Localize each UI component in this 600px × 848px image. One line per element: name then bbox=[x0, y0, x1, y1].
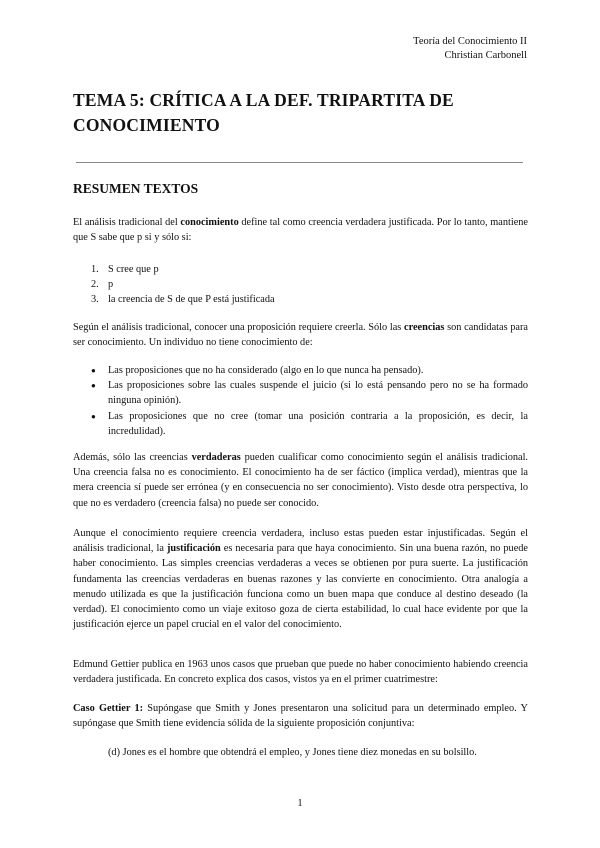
conditions-list bbox=[91, 262, 275, 308]
term-conocimiento: conocimiento bbox=[180, 217, 239, 228]
section-heading: RESUMEN TEXTOS bbox=[73, 181, 199, 196]
paragraph-justification: Aunque el conocimiento requiere creencia verdadera, incluso estas pueden estar injustificadas. Según el análisis tradicional, la justificación es necesaria para que haya conocimiento. Sin una buena razón, no puede haber conocimiento. Las simples creencias verdaderas a veces se obtienen por pura suerte. La justificación fundamenta las creencias verdaderas en buenas razones y las convierte en conocimiento. Otra analogía a menudo utilizada es que la justificación funciona como un buen mapa que conduce al destino deseado (la verdad). El conocimiento como un viaje exitoso goza de cierta estabilidad, lo cual hace evidente por que la justificación ejerce un papel crucial en el valor del conocimiento. bbox=[73, 528, 528, 631]
non-knowledge-list bbox=[91, 363, 528, 439]
list-item: 1. S cree que p bbox=[91, 264, 159, 275]
list-item: 3. la creencia de S de que P está justificada bbox=[91, 294, 275, 306]
term-creencias: creencias bbox=[404, 322, 445, 333]
proposition-d: (d) Jones es el hombre que obtendrá el empleo, y Jones tiene diez monedas en su bolsillo. bbox=[108, 747, 477, 758]
bullet-icon: ● bbox=[91, 366, 96, 375]
paragraph-truth: Además, sólo las creencias verdaderas pueden cualificar como conocimiento según el análisis tradicional. Una creencia falsa no es conocimiento. El conocimiento ha de ser fáctico (implica verdad), mientras que la mera creencia sí puede ser errónea (y en consecuencia no ser conocimiento). Visto desde otra perspectiva, lo que no es verdadero (creencia falsa) no puede ser conocido. bbox=[73, 452, 528, 509]
bullet-icon: ● bbox=[91, 411, 96, 421]
list-item: 2. p bbox=[91, 279, 114, 291]
title-divider bbox=[76, 162, 523, 163]
paragraph-case-1: Caso Gettier 1: Supóngase que Smith y Jones presentaron una solicitud para un determinado empleo. Y supóngase que Smith tiene evidencia sólida de la siguiente proposición conjuntiva: bbox=[73, 703, 528, 730]
header-course: Teoría del Conocimiento II bbox=[413, 36, 527, 47]
case-label: Caso Gettier 1: bbox=[73, 703, 144, 714]
paragraph-intro: El análisis tradicional del conocimiento define tal como creencia verdadera justificada. Por lo tanto, mantiene que S sabe que p si y sólo si: bbox=[73, 217, 528, 244]
page-header bbox=[413, 35, 527, 63]
document-title: TEMA 5: CRÍTICA A LA DEF. TRIPARTITA DE CONOCIMIENTO bbox=[73, 90, 454, 135]
list-item: ● Las proposiciones sobre las cuales suspende el juicio (si lo está pensando pero no se ha formado ninguna opinión). bbox=[91, 378, 528, 408]
page-number: 1 bbox=[297, 798, 303, 809]
header-author: Christian Carbonell bbox=[444, 50, 527, 61]
list-item: ● Las proposiciones que no cree (tomar una posición contraria a la proposición, es decir, la incredulidad). bbox=[91, 409, 528, 439]
paragraph-gettier: Edmund Gettier publica en 1963 unos casos que prueban que puede no haber conocimiento habiendo creencia verdadera justificada. En concreto explica dos casos, vistos ya en el primer cuatrimestre: bbox=[73, 659, 528, 686]
list-item: ● Las proposiciones que no ha considerado (algo en lo que nunca ha pensado). bbox=[91, 363, 528, 378]
term-justificacion: justificación bbox=[166, 543, 221, 555]
term-verdaderas: verdaderas bbox=[191, 452, 241, 463]
paragraph-belief: Según el análisis tradicional, conocer una proposición requiere creerla. Sólo las creencias son candidatas para ser conocimiento. Un individuo no tiene conocimiento de: bbox=[73, 322, 529, 349]
bullet-icon: ● bbox=[91, 381, 96, 391]
